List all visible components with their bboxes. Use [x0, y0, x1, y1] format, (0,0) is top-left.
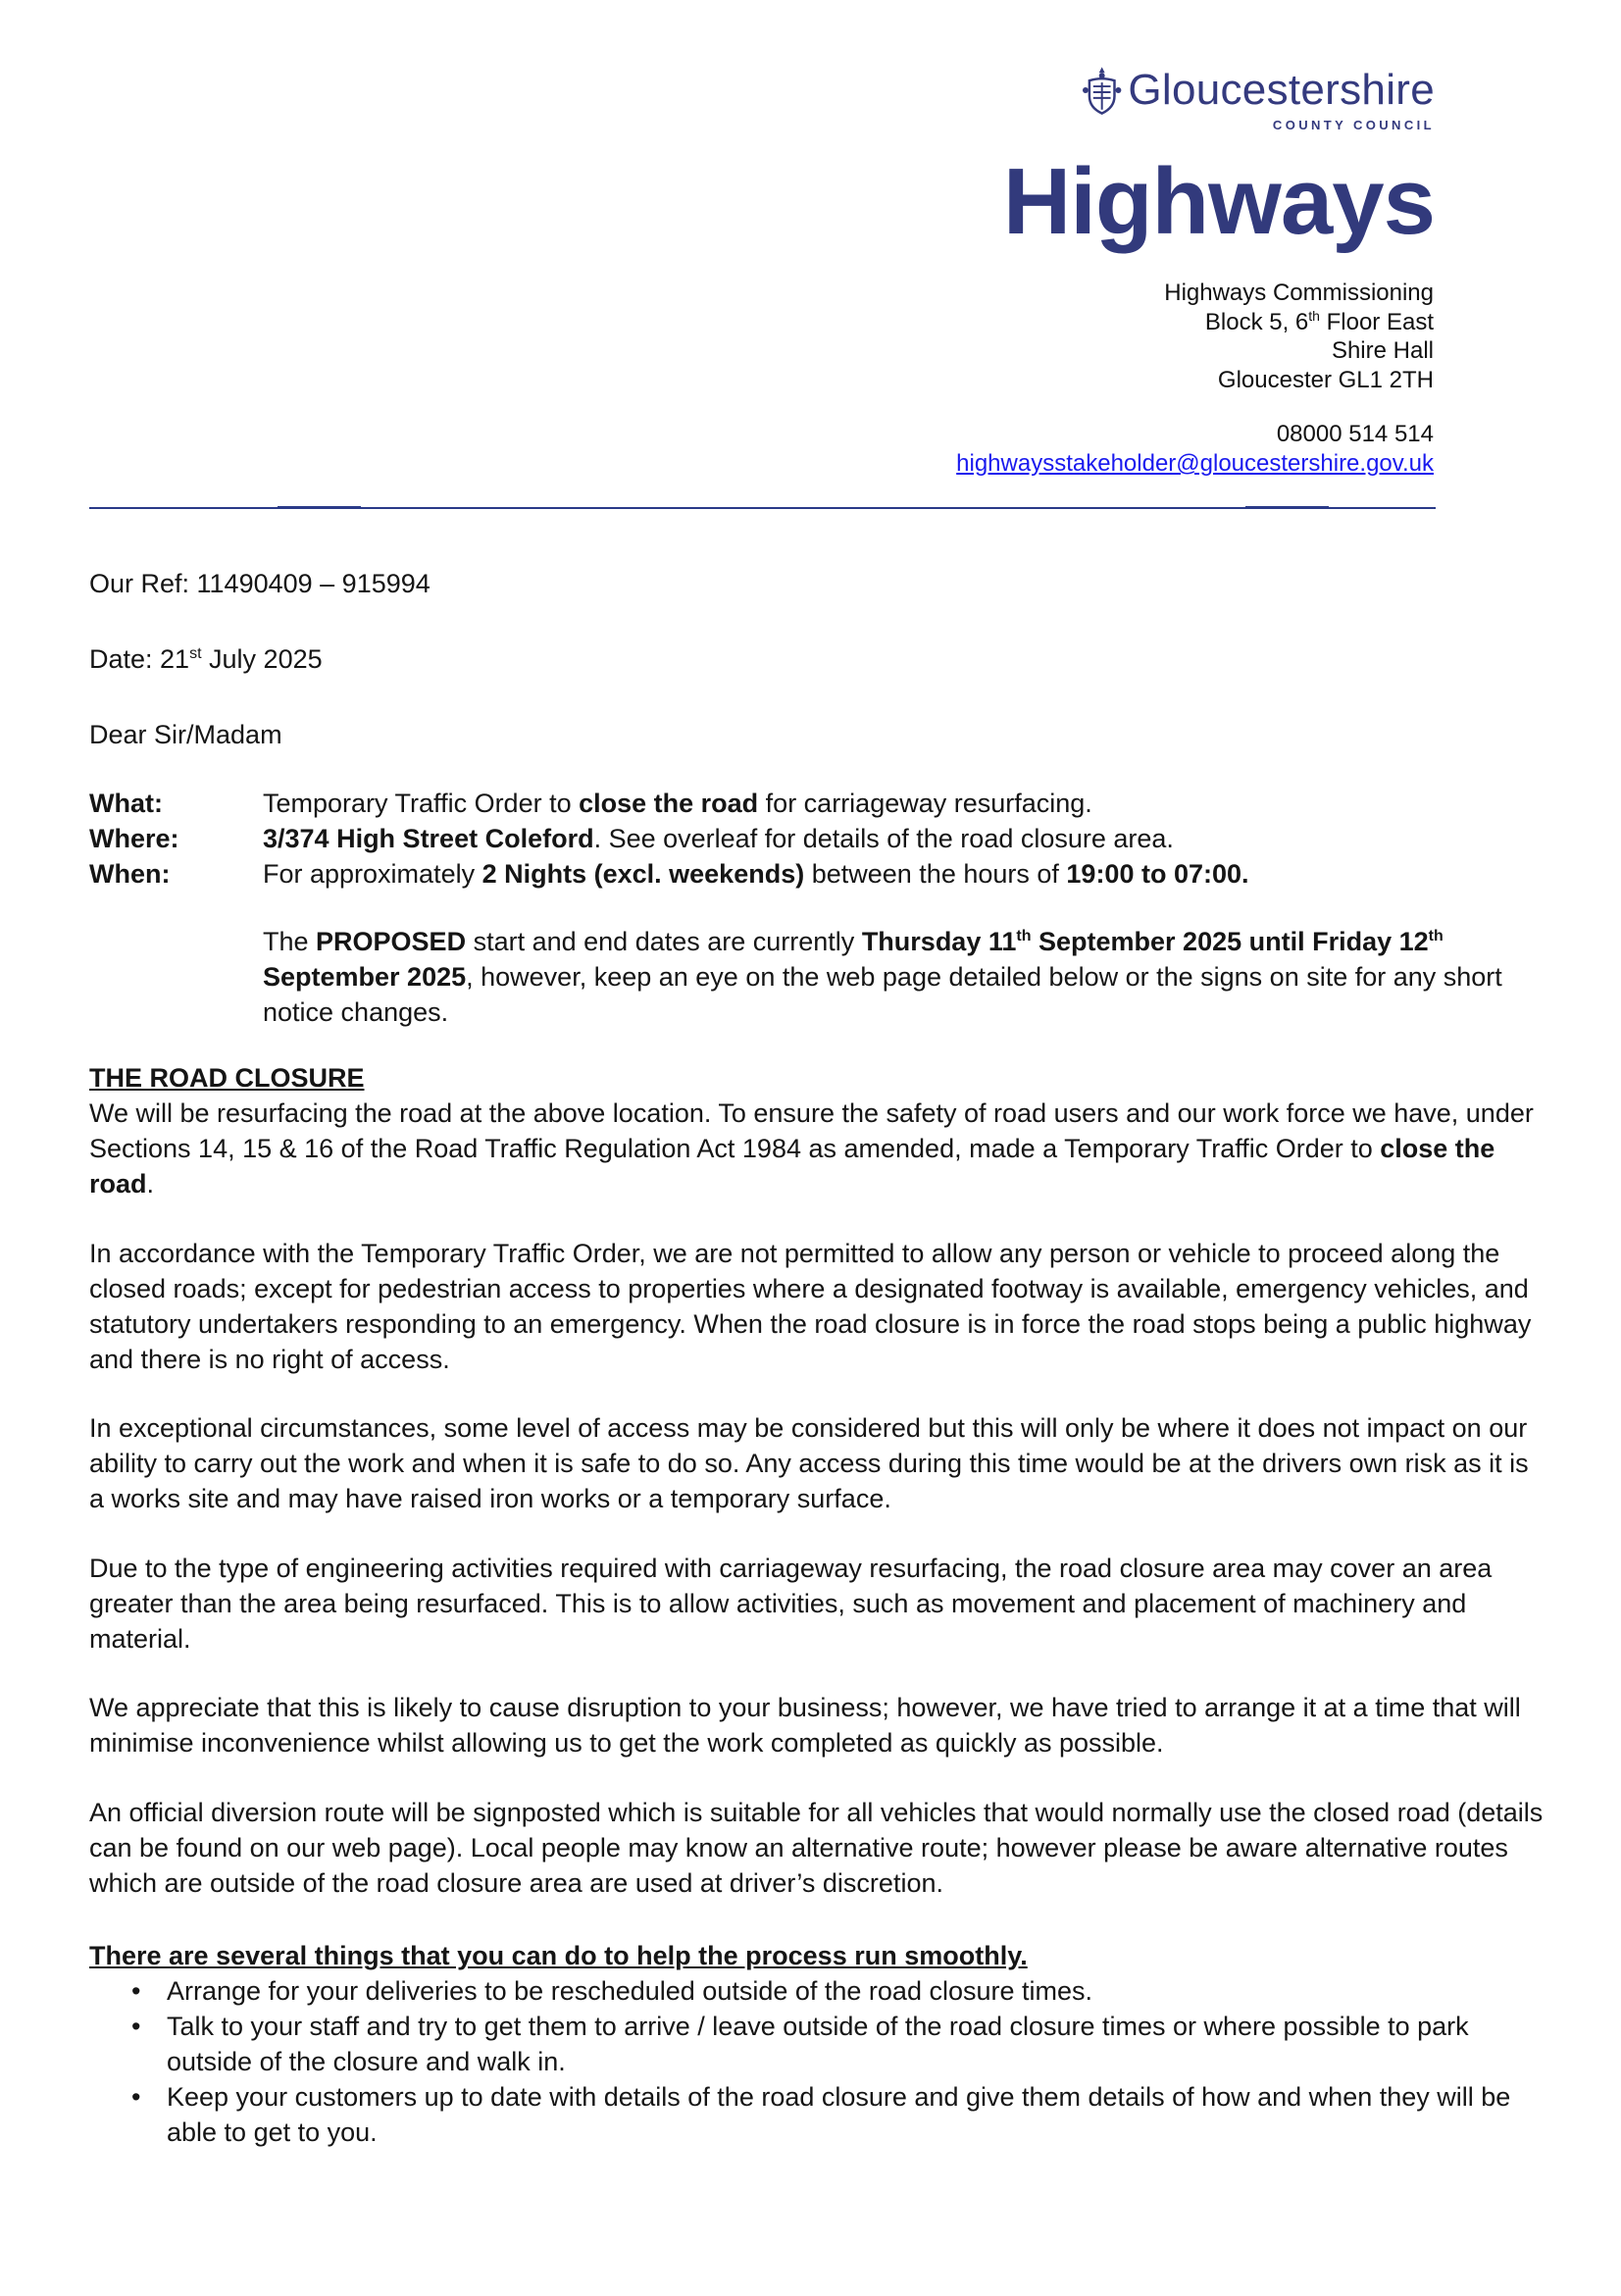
address-line: Highways Commissioning — [1164, 280, 1434, 306]
address-line: Block 5, 6th Floor East — [1204, 307, 1434, 335]
paragraph: We appreciate that this is likely to cause disruption to your business; however, we have tried to arrange it at a time that will minimise inconvenience whilst allowing us to get the work completed as quickly as possible. — [89, 1693, 1521, 1758]
paragraph: Due to the type of engineering activities required with carriageway resurfacing, the road closure area may cover an area greater than the area being resurfaced. This is to allow activities, such as movement and placement of machinery and material. — [89, 1554, 1493, 1654]
paragraph: In exceptional circumstances, some level of access may be considered but this will only be where it does not impact on our ability to carry out the work and when it is safe to do so. Any access during this time would be at the drivers own risk as it is a works site and may have raised iron works or a temporary surface. — [89, 1413, 1529, 1513]
divider-accent — [278, 506, 361, 509]
letter-date: Date: 21st July 2025 — [89, 644, 323, 674]
brand-name: Gloucestershire — [1128, 66, 1435, 114]
bullet-icon: • — [131, 2012, 141, 2041]
highways-title: Highways — [1002, 149, 1435, 254]
our-ref: Our Ref: 11490409 – 915994 — [89, 569, 431, 598]
bullet-icon: • — [131, 1976, 141, 2006]
paragraph: In accordance with the Temporary Traffic Order, we are not permitted to allow any person or vehicle to proceed along the closed roads; except for pedestrian access to properties where a designated footway is available, emergency vehicles, and statutory undertakers responding to an emergency. When the road closure is in force the road stops being a public highway and there is no right of access. — [89, 1239, 1532, 1374]
proposed-dates: The PROPOSED start and end dates are currently Thursday 11th September 2025 until Friday 12th September 2025, however, keep an eye on the web page detailed below or the signs on site for any short notice changes. — [263, 927, 1502, 1027]
greeting: Dear Sir/Madam — [89, 720, 282, 749]
paragraph: An official diversion route will be signposted which is suitable for all vehicles that would normally use the closed road (details can be found on our web page). Local people may know an alternative route; however please be aware alternative routes which are outside of the road closure area are used at driver’s discretion. — [89, 1798, 1544, 1898]
email-link[interactable]: highwaysstakeholder@gloucestershire.gov.uk — [956, 450, 1434, 477]
brand-subtitle: COUNTY COUNCIL — [1272, 118, 1435, 132]
list-item: • Talk to your staff and try to get them to arrive / leave outside of the road closure times or where possible to park outside of the closure and walk in. — [89, 2009, 1550, 2079]
bullet-icon: • — [131, 2082, 141, 2112]
tips-list — [89, 1973, 1550, 2150]
where-row: Where: 3/374 High Street Coleford. See overleaf for details of the road closure area. — [89, 824, 1174, 853]
section-heading: THE ROAD CLOSURE — [89, 1063, 365, 1093]
crest-icon — [1082, 65, 1122, 116]
council-logo — [1082, 65, 1435, 132]
when-row: When: For approximately 2 Nights (excl. weekends) between the hours of 19:00 to 07:00. — [89, 859, 1249, 889]
phone-number: 08000 514 514 — [1276, 421, 1434, 447]
help-heading: There are several things that you can do to help the process run smoothly. — [89, 1941, 1028, 1970]
contact-block — [956, 420, 1434, 479]
sender-address — [1164, 279, 1434, 394]
divider-accent — [1245, 506, 1329, 509]
what-row: What: Temporary Traffic Order to close the road for carriageway resurfacing. — [89, 789, 1092, 818]
list-item: • Arrange for your deliveries to be rescheduled outside of the road closure times. — [89, 1973, 1550, 2009]
address-line: Gloucester GL1 2TH — [1217, 366, 1434, 393]
paragraph: We will be resurfacing the road at the above location. To ensure the safety of road users and our work force we have, under Sections 14, 15 & 16 of the Road Traffic Regulation Act 1984 as amended, made a Temporary Traffic Order to close the road. — [89, 1098, 1534, 1199]
what-where-when — [89, 786, 1541, 892]
address-line: Shire Hall — [1331, 337, 1434, 364]
list-item: • Keep your customers up to date with details of the road closure and give them details of how and when they will be able to get to you. — [89, 2079, 1550, 2150]
